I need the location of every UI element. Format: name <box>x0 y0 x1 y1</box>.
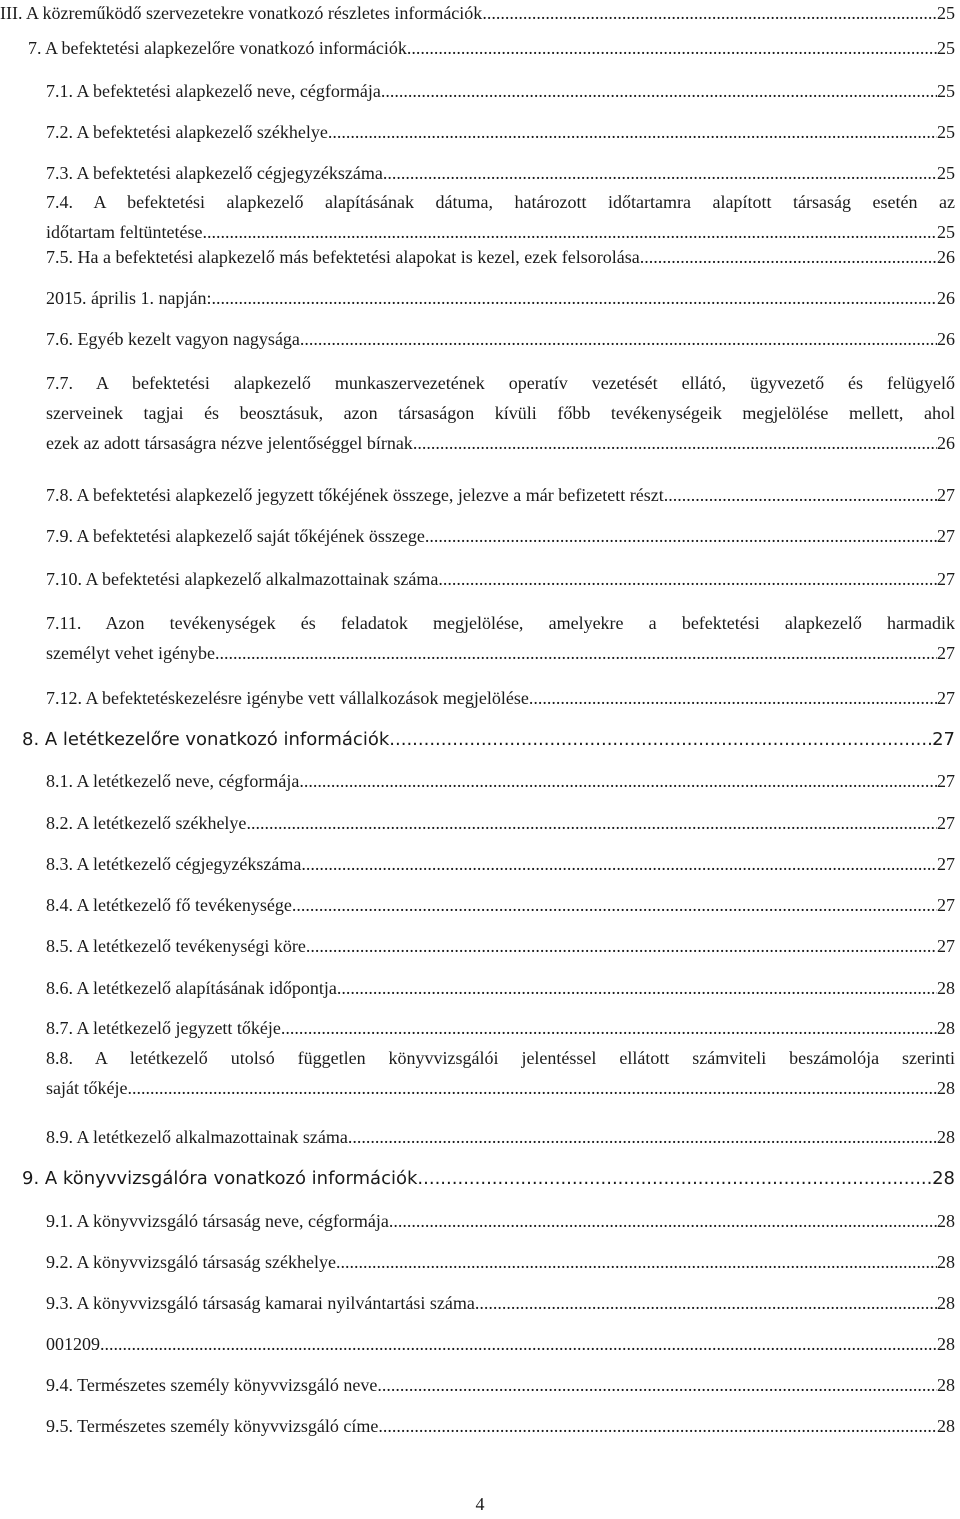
toc-entry-page: 28 <box>937 1334 955 1354</box>
toc-entry-title: 7.12. A befektetéskezelésre igénybe vett vállalkozások megjelölése <box>46 688 529 708</box>
toc-entry-title: 2015. április 1. napján: <box>46 288 212 308</box>
toc-entry-page: 26 <box>937 433 955 453</box>
toc-entry[interactable] <box>46 1206 955 1236</box>
toc-entry-page: 28 <box>937 1416 955 1436</box>
dot-leader <box>301 849 937 879</box>
toc-entry[interactable] <box>46 849 955 879</box>
toc-entry[interactable] <box>46 521 955 551</box>
dot-leader <box>383 158 937 188</box>
toc-entry-title: 9.5. Természetes személy könyvvizsgáló címe <box>46 1416 379 1436</box>
toc-entry[interactable] <box>46 683 955 713</box>
toc-entry-title: 9.3. A könyvvizsgáló társaság kamarai nyilvántartási száma <box>46 1293 475 1313</box>
toc-entry[interactable] <box>0 0 955 28</box>
toc-entry-title: 7.5. Ha a befektetési alapkezelő más befektetési alapokat is kezel, ezek felsorolása <box>46 247 640 267</box>
dot-leader <box>407 33 937 63</box>
toc-entry-line: 7.7. A befektetési alapkezelő munkaszervezetének operatív vezetését ellátó, ügyvezető és felügyelő <box>46 373 955 393</box>
toc-entry-page: 27 <box>937 936 955 956</box>
toc-entry-title: III. A közreműködő szervezetekre vonatkozó részletes információk <box>0 3 483 23</box>
toc-entry-page: 27 <box>937 771 955 791</box>
toc-entry-title: 8.1. A letétkezelő neve, cégformája <box>46 771 300 791</box>
toc-entry[interactable] <box>46 480 955 510</box>
toc-entry-page: 28 <box>937 1018 955 1038</box>
toc-entry-page: 25 <box>937 81 955 101</box>
toc-entry[interactable] <box>46 608 955 668</box>
dot-leader <box>246 808 937 838</box>
toc-entry[interactable] <box>46 766 955 796</box>
toc-entry[interactable] <box>46 242 955 272</box>
toc-entry-page: 25 <box>937 3 955 23</box>
dot-leader <box>417 1164 932 1194</box>
toc-entry-title: 7.6. Egyéb kezelt vagyon nagysága <box>46 329 300 349</box>
toc-entry-title: 8.9. A letétkezelő alkalmazottainak száma <box>46 1127 348 1147</box>
toc-entry-line: 7.4. A befektetési alapkezelő alapításának dátuma, határozott időtartamra alapított társaság esetén az <box>46 192 955 212</box>
page-number: 4 <box>475 1494 485 1514</box>
toc-entry[interactable] <box>46 368 955 458</box>
toc-entry-title: 9.4. Természetes személy könyvvizsgáló neve <box>46 1375 378 1395</box>
toc-entry-title: 9.1. A könyvvizsgáló társaság neve, cégformája <box>46 1211 389 1231</box>
dot-leader <box>438 564 937 594</box>
toc-entry-title: 8.6. A letétkezelő alapításának időpontja <box>46 978 337 998</box>
toc-entry-title: 8. A letétkezelőre vonatkozó információk <box>22 729 390 750</box>
toc-entry-title: 7.1. A befektetési alapkezelő neve, cégformája <box>46 81 381 101</box>
toc-entry-page: 27 <box>932 729 955 750</box>
toc-entry-page: 28 <box>937 1211 955 1231</box>
toc-entry-page: 26 <box>937 247 955 267</box>
dot-leader <box>640 242 937 272</box>
toc-entry-page: 25 <box>937 38 955 58</box>
toc-entry-page: 25 <box>937 163 955 183</box>
toc-entry-page: 28 <box>937 1078 955 1098</box>
toc-entry-page: 26 <box>937 288 955 308</box>
toc-entry-page: 27 <box>937 485 955 505</box>
toc-entry[interactable] <box>46 117 955 147</box>
toc-entry-page: 28 <box>937 978 955 998</box>
toc-entry[interactable] <box>46 1370 955 1400</box>
toc-entry-page: 27 <box>937 526 955 546</box>
toc-entry[interactable] <box>22 1164 955 1194</box>
toc-entry-page: 26 <box>937 329 955 349</box>
toc-entry-page: 27 <box>937 813 955 833</box>
toc-entry-title: ezek az adott társaságra nézve jelentőséggel bírnak <box>46 433 413 453</box>
toc-entry-title: személyt vehet igénybe <box>46 643 215 663</box>
toc-entry-title: 9.2. A könyvvizsgáló társaság székhelye <box>46 1252 336 1272</box>
dot-leader <box>292 890 937 920</box>
toc-entry[interactable] <box>46 973 955 1003</box>
toc-entry[interactable] <box>46 1411 955 1441</box>
toc-entry-title: 8.2. A letétkezelő székhelye <box>46 813 247 833</box>
dot-leader <box>377 1370 937 1400</box>
dot-leader <box>378 1411 937 1441</box>
toc-entry[interactable] <box>46 564 955 594</box>
toc-entry-page: 27 <box>937 895 955 915</box>
dot-leader <box>300 324 937 354</box>
toc-entry[interactable] <box>46 1329 955 1359</box>
toc-entry-page: 28 <box>937 1127 955 1147</box>
toc-entry-page: 27 <box>937 569 955 589</box>
toc-entry-line: 8.8. A letétkezelő utolsó független könyvvizsgálói jelentéssel ellátott számviteli beszámolója szerinti <box>46 1048 955 1068</box>
toc-entry-title: 8.5. A letétkezelő tevékenységi köre <box>46 936 306 956</box>
toc-entry-title: 7.9. A befektetési alapkezelő saját tőkéjének összege <box>46 526 425 546</box>
toc-entry[interactable] <box>46 283 955 313</box>
toc-entry-title: 7.10. A befektetési alapkezelő alkalmazottainak száma <box>46 569 439 589</box>
toc-entry-page: 27 <box>937 643 955 663</box>
toc-entry-title: 8.7. A letétkezelő jegyzett tőkéje <box>46 1018 281 1038</box>
toc-entry[interactable] <box>46 931 955 961</box>
toc-entry-title: 9. A könyvvizsgálóra vonatkozó információk <box>22 1168 418 1189</box>
toc-entry-title: 8.3. A letétkezelő cégjegyzékszáma <box>46 854 302 874</box>
dot-leader <box>100 1329 937 1359</box>
dot-leader <box>336 1247 937 1277</box>
toc-entry-title: saját tőkéje <box>46 1078 128 1098</box>
toc-entry[interactable] <box>28 33 955 63</box>
dot-leader <box>475 1288 937 1318</box>
dot-leader <box>389 725 932 755</box>
toc-entry-page: 27 <box>937 688 955 708</box>
dot-leader <box>529 683 937 713</box>
toc-entry[interactable] <box>46 1043 955 1103</box>
toc-entry[interactable] <box>46 1288 955 1318</box>
dot-leader <box>482 0 937 28</box>
toc-entry-title: 7.2. A befektetési alapkezelő székhelye <box>46 122 328 142</box>
toc-entry-page: 25 <box>937 222 955 242</box>
toc-entry-page: 28 <box>932 1168 955 1189</box>
dot-leader <box>215 638 937 668</box>
toc-entry-page: 28 <box>937 1293 955 1313</box>
dot-leader <box>413 428 937 458</box>
dot-leader <box>306 931 937 961</box>
dot-leader <box>211 283 937 313</box>
dot-leader <box>348 1122 937 1152</box>
dot-leader <box>381 76 937 106</box>
toc-entry[interactable] <box>46 1122 955 1152</box>
toc-entry-title: időtartam feltüntetése <box>46 222 203 242</box>
toc-entry-page: 25 <box>937 122 955 142</box>
dot-leader <box>328 117 937 147</box>
dot-leader <box>127 1073 937 1103</box>
toc-entry-title: 7.8. A befektetési alapkezelő jegyzett tőkéjének összege, jelezve a már befizetett részt <box>46 485 664 505</box>
toc-entry-title: 7.3. A befektetési alapkezelő cégjegyzékszáma <box>46 163 383 183</box>
toc-entry[interactable] <box>22 725 955 755</box>
toc-entry-line: 7.11. Azon tevékenységek és feladatok megjelölése, amelyekre a befektetési alapkezelő harmadik <box>46 613 955 633</box>
dot-leader <box>664 480 937 510</box>
toc-entry[interactable] <box>46 187 955 247</box>
dot-leader <box>337 973 937 1003</box>
dot-leader <box>389 1206 937 1236</box>
toc-entry[interactable] <box>46 890 955 920</box>
toc-entry-page: 28 <box>937 1252 955 1272</box>
dot-leader <box>299 766 937 796</box>
toc-entry-title: 8.4. A letétkezelő fő tevékenysége <box>46 895 292 915</box>
toc-entry-page: 28 <box>937 1375 955 1395</box>
toc-entry-title: 001209 <box>46 1334 100 1354</box>
toc-entry[interactable] <box>46 1013 955 1043</box>
dot-leader <box>281 1013 937 1043</box>
toc-entry-title: 7. A befektetési alapkezelőre vonatkozó információk <box>28 38 407 58</box>
dot-leader <box>425 521 937 551</box>
toc-entry[interactable] <box>46 808 955 838</box>
toc-entry[interactable] <box>46 1247 955 1277</box>
toc-entry-line: szerveinek tagjai és beosztásuk, azon társaságon kívüli főbb tevékenységeik megjelölése mellett, ahol <box>46 403 955 423</box>
toc-entry[interactable] <box>46 324 955 354</box>
toc-entry[interactable] <box>46 76 955 106</box>
toc-entry[interactable] <box>46 158 955 188</box>
toc-entry-page: 27 <box>937 854 955 874</box>
